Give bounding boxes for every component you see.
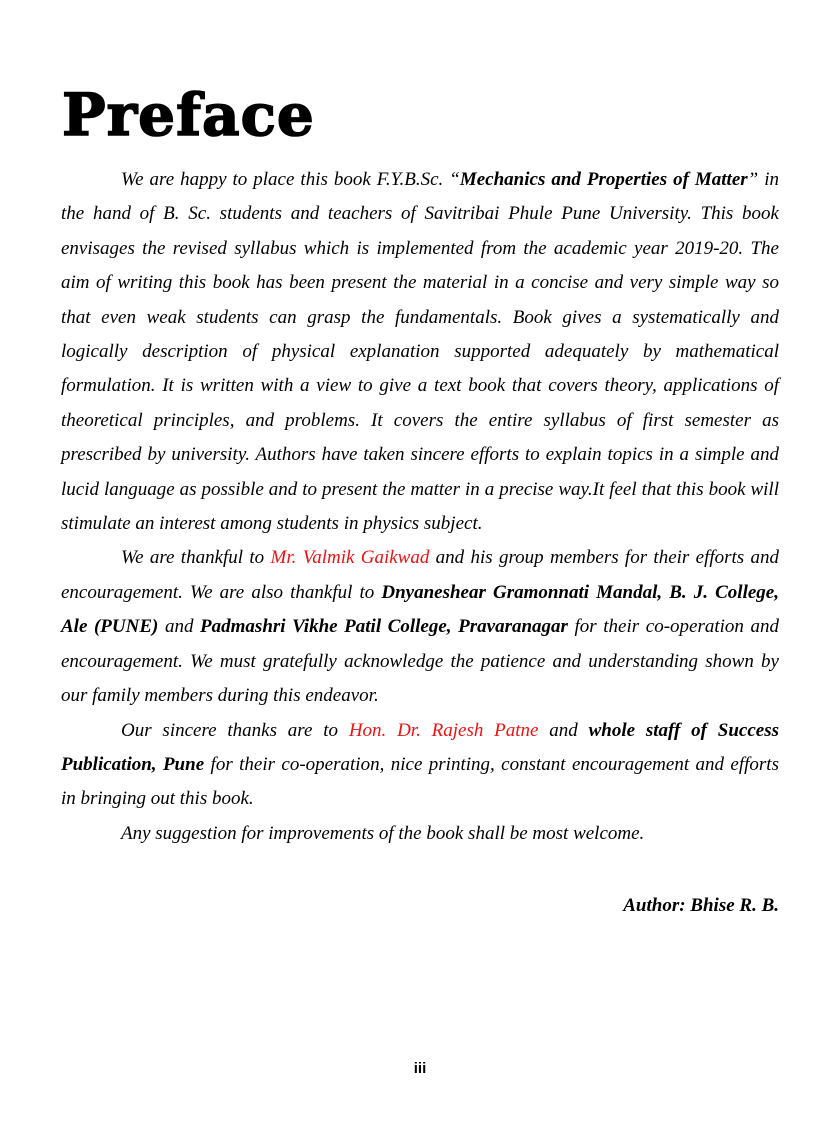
author-signature: Author: Bhise R. B. xyxy=(623,895,779,916)
text-segment: and xyxy=(158,616,201,638)
highlighted-name: Mr. Valmik Gaikwad xyxy=(270,547,430,569)
page-title: Preface xyxy=(62,81,315,149)
text-segment: Any suggestion for improvements of the book shall be most welcome. xyxy=(121,822,645,844)
text-segment: for their co-operation and encouragement. We must gratefully acknowledge the patience and understanding shown by our family members during this endeavor. xyxy=(61,616,779,707)
text-segment: for their co-operation, nice printing, constant encouragement and efforts in bringing out this book. xyxy=(61,753,779,810)
text-segment: We are thankful to xyxy=(121,547,271,569)
paragraph-publisher-thanks xyxy=(61,714,779,817)
book-title-emphasis: Mechanics and Properties of Matter xyxy=(459,169,748,190)
page-number: iii xyxy=(413,1060,427,1077)
paragraph-intro xyxy=(61,163,779,541)
publisher-name: whole staff of Success Publication, Pune xyxy=(61,719,780,775)
paragraph-acknowledgement xyxy=(61,541,779,713)
text-segment: We are happy to place this book F.Y.B.Sc. “ xyxy=(121,169,460,190)
highlighted-name: Hon. Dr. Rajesh Patne xyxy=(348,719,539,741)
preface-body xyxy=(61,163,779,851)
text-segment: and his group members for their efforts and encouragement. We are also thankful to xyxy=(61,547,780,603)
text-segment: and xyxy=(538,719,589,741)
text-segment: ” in the hand of B. Sc. students and teachers of Savitribai Phule Pune University. This book envisages the revised syllabus which is implemented from the academic year 2019-20. The aim of writing this book has been present the material in a concise and very simple way so that even weak students can grasp the fundamentals. Book gives a systematically and logically description of physical explanation supported adequately by mathematical formulation. It is written with a view to give a text book that covers theory, applications of theoretical principles, and problems. It covers the entire syllabus of first semester as prescribed by university. Authors have taken sincere efforts to explain topics in a simple and lucid language as possible and to present the matter in a precise way.It feel that this book will stimulate an interest among students in physics subject. xyxy=(61,169,780,535)
institution-name: Padmashri Vikhe Patil College, Pravaranagar xyxy=(200,616,568,638)
text-segment: Our sincere thanks are to xyxy=(121,719,349,741)
paragraph-suggestions xyxy=(61,817,779,851)
institution-name: Dnyaneshear Gramonnati Mandal, B. J. College, Ale (PUNE) xyxy=(61,581,779,638)
